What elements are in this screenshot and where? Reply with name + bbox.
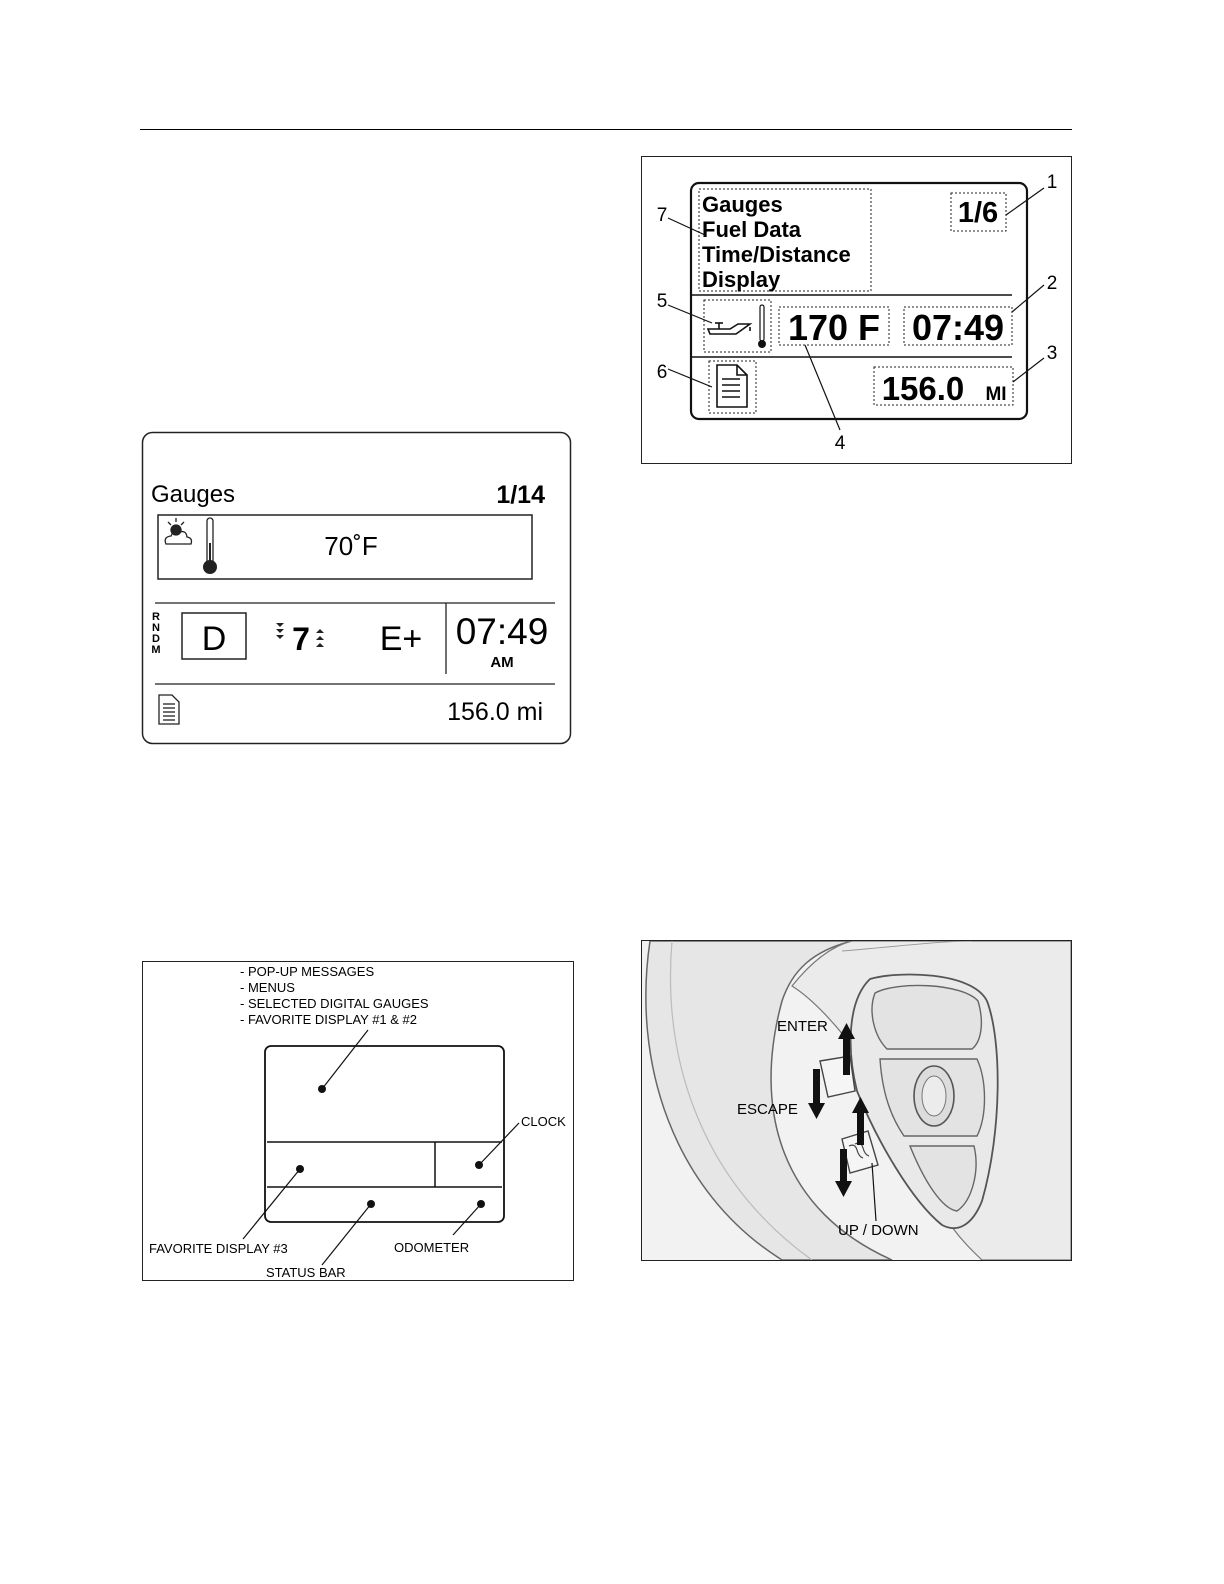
economy-indicator: E+ xyxy=(379,620,423,658)
callout-3: 3 xyxy=(1046,343,1058,364)
header-rule xyxy=(140,129,1072,130)
menu-item-time-distance: Time/Distance xyxy=(702,242,851,267)
label-favorite-display-3: FAVORITE DISPLAY #3 xyxy=(149,1241,288,1256)
display-title: Gauges xyxy=(151,481,236,508)
callout-5: 5 xyxy=(656,291,668,312)
display-figure-gauges xyxy=(141,431,573,746)
display-figure-annotated xyxy=(641,156,1072,464)
page-indicator: 1/6 xyxy=(957,197,999,229)
region-list-item-favorites: - FAVORITE DISPLAY #1 & #2 xyxy=(240,1012,418,1027)
clock-time: 07:49 xyxy=(455,611,549,652)
odometer-reading: 156.0 mi xyxy=(447,698,543,726)
label-up-down: UP / DOWN xyxy=(838,1222,919,1239)
odometer-unit: MI xyxy=(985,384,1007,405)
region-list-item-popups: - POP-UP MESSAGES xyxy=(240,964,375,979)
callout-4: 4 xyxy=(834,433,846,454)
menu-item-gauges: Gauges xyxy=(702,192,783,217)
label-escape: ESCAPE xyxy=(737,1101,798,1118)
callout-1: 1 xyxy=(1046,172,1058,193)
label-clock: CLOCK xyxy=(521,1114,566,1129)
clock-ampm: AM xyxy=(490,654,514,671)
region-list-item-digital-gauges: - SELECTED DIGITAL GAUGES xyxy=(240,996,429,1011)
temperature-value: 170 F xyxy=(787,307,881,348)
display-layout-diagram xyxy=(142,961,574,1281)
menu-item-fuel-data: Fuel Data xyxy=(702,217,802,242)
gear-number: 7 xyxy=(292,621,310,657)
clock-time: 07:49 xyxy=(911,307,1005,348)
callout-6: 6 xyxy=(656,362,668,383)
gear-letter-m: M xyxy=(151,644,161,656)
callout-2: 2 xyxy=(1046,273,1058,294)
label-status-bar: STATUS BAR xyxy=(266,1265,346,1280)
label-odometer: ODOMETER xyxy=(394,1240,470,1255)
callout-7: 7 xyxy=(656,205,668,226)
label-enter: ENTER xyxy=(777,1018,828,1035)
current-gear: D xyxy=(201,620,227,658)
outside-temperature: 70˚F xyxy=(324,531,378,561)
gear-letter-r: R xyxy=(152,611,160,623)
odometer-value: 156.0 xyxy=(881,370,965,407)
display-page-indicator: 1/14 xyxy=(496,481,545,509)
steering-wheel-controls-figure xyxy=(641,940,1072,1261)
menu-item-display: Display xyxy=(702,267,781,292)
gear-letter-d: D xyxy=(152,633,160,645)
top-button[interactable] xyxy=(872,985,981,1049)
gear-letter-n: N xyxy=(152,622,160,634)
region-list-item-menus: - MENUS xyxy=(240,980,295,995)
